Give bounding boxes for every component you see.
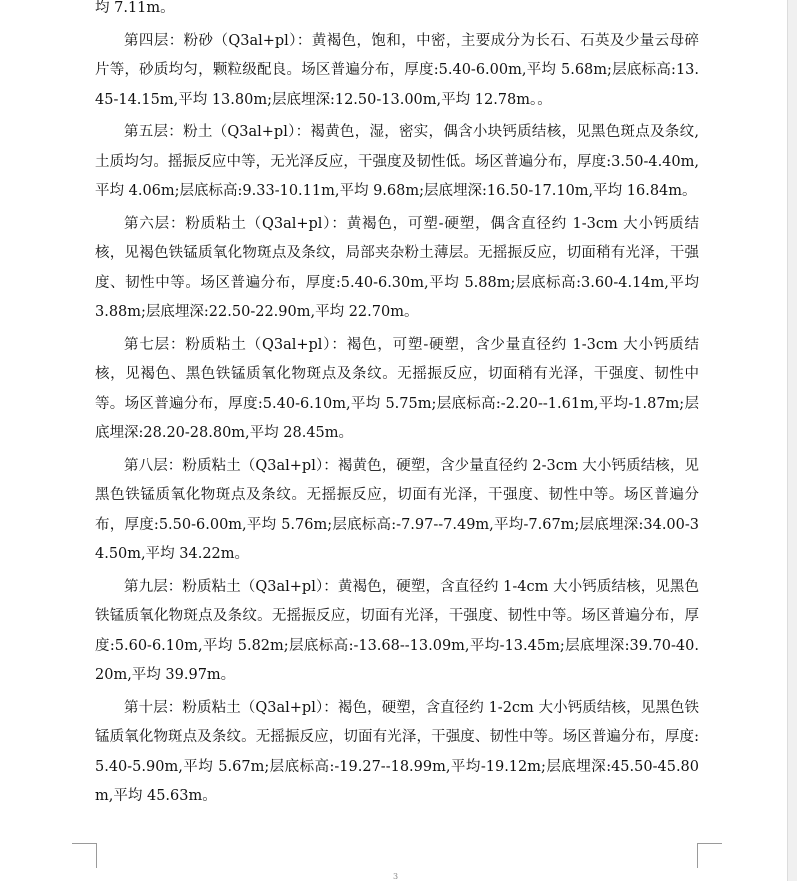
paragraph-layer-8: 第八层：粉质粘土（Q3al+pl）：褐黄色，硬塑，含少量直径约 2-3cm 大小钙质结核，见黑色铁锰质氧化物斑点及条纹。无摇振反应，切面有光泽，干强度、韧性中等。场区普遍分布，厚度:5.50-6.00m,平均 5.76m;层底标高:-7.97--7.49m,平均-7.67m;层底埋深:34.00-34.50m,平均 34.22m。 — [95, 457, 699, 562]
document-body — [95, 0, 699, 815]
paragraph-layer-5: 第五层：粉土（Q3al+pl）：褐黄色，湿，密实，偶含小块钙质结核，见黑色斑点及条纹,土质均匀。摇振反应中等，无光泽反应，干强度及韧性低。场区普遍分布，厚度:3.50-4.40m,平均 4.06m;层底标高:9.33-10.11m,平均 9.68m;层底埋深:16.50-17.10m,平均 16.84m。 — [95, 124, 699, 199]
paragraph-layer-10: 第十层：粉质粘土（Q3al+pl）：褐色，硬塑，含直径约 1-2cm 大小钙质结核，见黑色铁锰质氧化物斑点及条纹。无摇振反应，切面有光泽，干强度、韧性中等。场区普遍分布，厚度:5.40-5.90m,平均 5.67m;层底标高:-19.27--18.99m,平均-19.12m;层底埋深:45.50-45.80m,平均 45.63m。 — [95, 699, 699, 804]
margin-corner-mark-bottom-left — [72, 843, 97, 868]
paragraph-layer-7: 第七层：粉质粘土（Q3al+pl）：褐色，可塑-硬塑，含少量直径约 1-3cm 大小钙质结核，见褐色、黑色铁锰质氧化物斑点及条纹。无摇振反应，切面稍有光泽，干强度、韧性中等。场区普遍分布，厚度:5.40-6.10m,平均 5.75m;层底标高:-2.20--1.61m,平均-1.87m;层底埋深:28.20-28.80m,平均 28.45m。 — [95, 336, 699, 441]
page-number: 3 — [393, 872, 399, 881]
paragraph-layer-4: 第四层：粉砂（Q3al+pl）：黄褐色，饱和，中密，主要成分为长石、石英及少量云母碎片等，砂质均匀，颗粒级配良。场区普遍分布，厚度:5.40-6.00m,平均 5.68m;层底标高:13.45-14.15m,平均 13.80m;层底埋深:12.50-13.00m,平均 12.78m。。 — [95, 32, 699, 108]
paragraph-layer-6: 第六层：粉质粘土（Q3al+pl）：黄褐色，可塑-硬塑，偶含直径约 1-3cm 大小钙质结核，见褐色铁锰质氧化物斑点及条纹，局部夹杂粉土薄层。无摇振反应，切面稍有光泽，干强度、韧性中等。场区普遍分布，厚度:5.40-6.30m,平均 5.88m;层底标高:3.60-4.14m,平均 3.88m;层底埋深:22.50-22.90m,平均 22.70m。 — [95, 215, 699, 320]
margin-corner-mark-bottom-right — [697, 843, 722, 868]
paragraph-continuation: 均 7.11m。 — [95, 0, 175, 16]
paragraph-layer-9: 第九层：粉质粘土（Q3al+pl）：黄褐色，硬塑，含直径约 1-4cm 大小钙质结核，见黑色铁锰质氧化物斑点及条纹。无摇振反应，切面有光泽，干强度、韧性中等。场区普遍分布，厚度:5.60-6.10m,平均 5.82m;层底标高:-13.68--13.09m,平均-13.45m;层底埋深:39.70-40.20m,平均 39.97m。 — [95, 578, 699, 683]
vertical-scrollbar[interactable] — [787, 0, 797, 881]
